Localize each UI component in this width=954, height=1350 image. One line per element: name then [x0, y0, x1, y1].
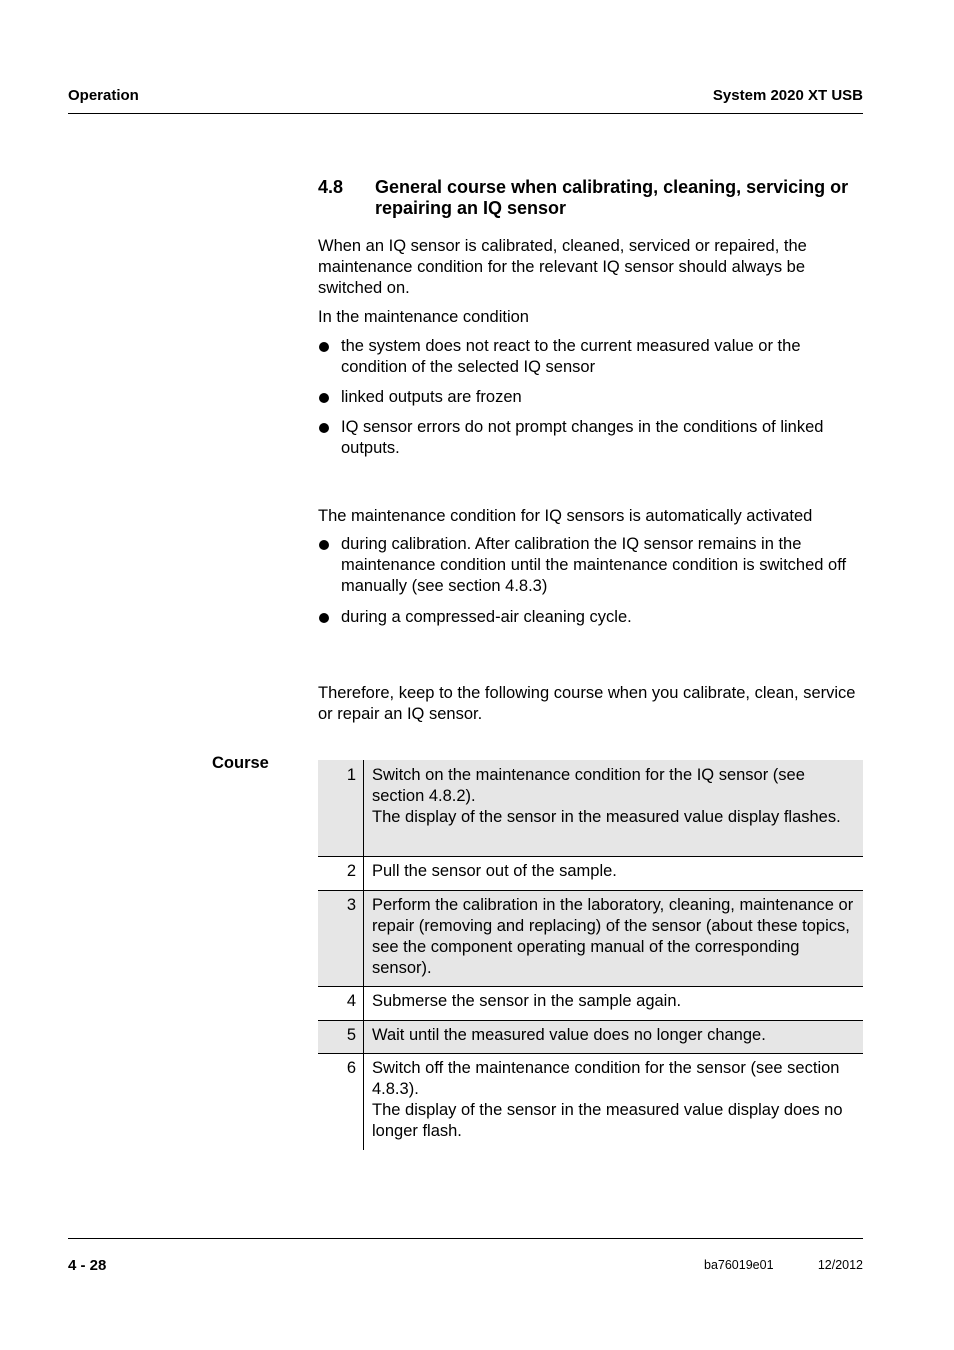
bullet-text: the system does not react to the current measured value or the condition of the selected IQ sensor: [341, 337, 801, 376]
step-text: Switch off the maintenance condition for the sensor (see section 4.8.3). The display of the sensor in the measured value display does no longer flash.: [372, 1059, 843, 1140]
step-text: Pull the sensor out of the sample.: [372, 862, 617, 880]
step-divider: [363, 760, 364, 857]
auto-activation-lead: The maintenance condition for IQ sensors is automatically activated: [318, 507, 813, 525]
maintenance-lead: In the maintenance condition: [318, 308, 529, 326]
step-row: [318, 760, 863, 857]
bullet-dot-icon: [319, 393, 329, 403]
bullet-text: during calibration. After calibration the IQ sensor remains in the maintenance condition until the maintenance condition is switched off manually (see section 4.8.3): [341, 535, 847, 595]
bullet-dot-icon: [319, 540, 329, 550]
header-rule: [68, 113, 863, 114]
step-text: Perform the calibration in the laboratory, cleaning, maintenance or repair (removing and replacing) of the sensor (about these topics, see the component operating manual of the corresponding sensor).: [372, 896, 854, 977]
step-row: [318, 891, 863, 987]
step-text: Switch on the maintenance condition for the IQ sensor (see section 4.8.2). The display of the sensor in the measured value display flashes.: [372, 766, 841, 826]
therefore-paragraph: Therefore, keep to the following course when you calibrate, clean, service or repair an IQ sensor.: [318, 684, 856, 723]
bullet-text: IQ sensor errors do not prompt changes in the conditions of linked outputs.: [341, 418, 824, 457]
step-text: Submerse the sensor in the sample again.: [372, 992, 682, 1010]
course-label: Course: [212, 754, 269, 772]
step-number: 6: [346, 1059, 356, 1077]
step-row: [318, 1021, 863, 1054]
step-row: [318, 987, 863, 1021]
bullet-text: linked outputs are frozen: [341, 388, 522, 406]
step-divider: [363, 857, 364, 891]
step-number: 3: [346, 896, 356, 914]
step-row: [318, 1054, 863, 1150]
intro-paragraph: When an IQ sensor is calibrated, cleaned, serviced or repaired, the maintenance condition for the relevant IQ sensor should always be switched on.: [318, 237, 807, 297]
step-divider: [363, 1021, 364, 1054]
step-row: [318, 857, 863, 891]
section-title: General course when calibrating, cleaning, servicing or repairing an IQ sensor: [375, 177, 849, 218]
step-divider: [363, 891, 364, 987]
bullet-text: during a compressed-air cleaning cycle.: [341, 608, 632, 626]
header-section-title: Operation: [68, 87, 139, 104]
bullet-dot-icon: [319, 342, 329, 352]
step-divider: [363, 1054, 364, 1150]
document-date: 12/2012: [817, 1258, 863, 1272]
bullet-dot-icon: [319, 613, 329, 623]
step-number: 5: [346, 1026, 356, 1044]
footer-rule: [68, 1238, 863, 1239]
document-id: ba76019e01: [704, 1258, 774, 1272]
bullet-dot-icon: [319, 423, 329, 433]
header-product-name: System 2020 XT USB: [712, 87, 863, 104]
step-number: 4: [346, 992, 356, 1010]
step-divider: [363, 987, 364, 1021]
step-number: 2: [346, 862, 356, 880]
page-number: 4 - 28: [68, 1257, 107, 1274]
step-number: 1: [346, 766, 356, 784]
step-text: Wait until the measured value does no longer change.: [372, 1026, 766, 1044]
section-number: 4.8: [318, 177, 344, 197]
